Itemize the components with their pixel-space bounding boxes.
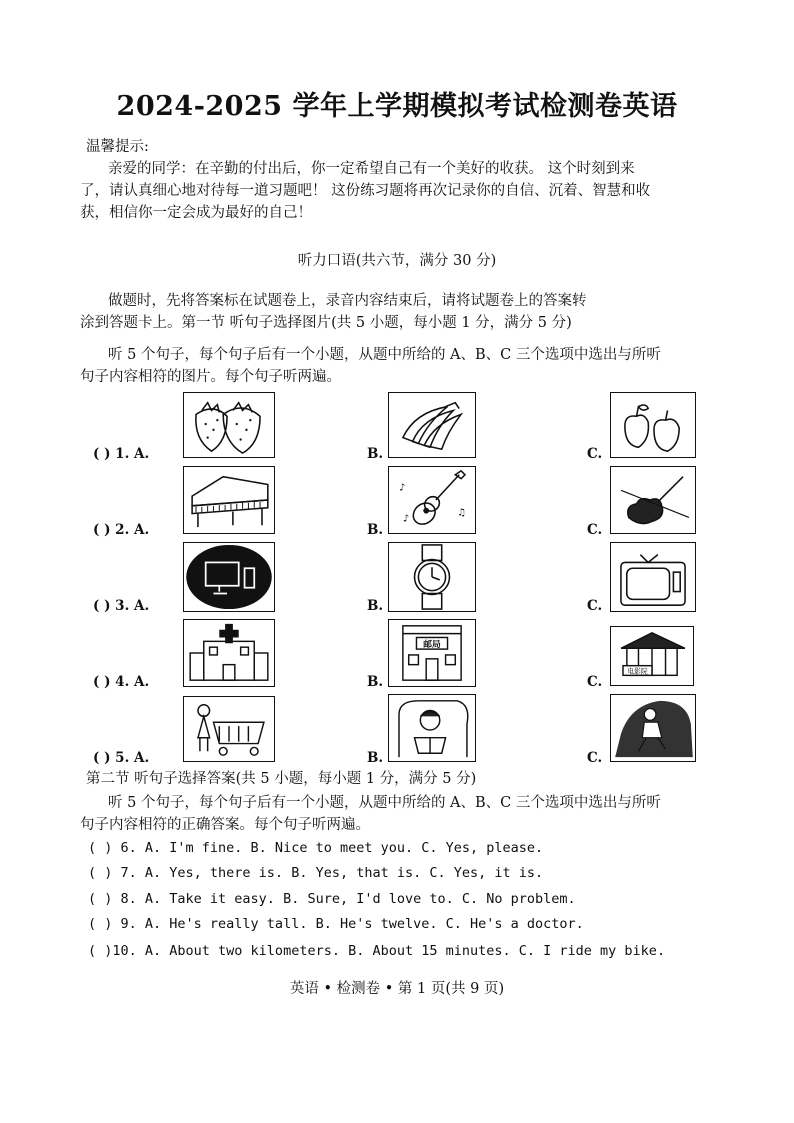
q2-label-c: C. <box>587 522 603 538</box>
tips-line-1: 亲爱的同学：在辛勤的付出后，你一定希望自己有一个美好的收获。 这个时刻到来 <box>108 161 635 177</box>
question-8: ( ) 8. A. Take it easy. B. Sure, I'd love to. C. No problem. <box>88 891 576 907</box>
question-7: ( ) 7. A. Yes, there is. B. Yes, that is. C. Yes, it is. <box>88 865 544 881</box>
cinema-icon[interactable] <box>610 626 694 686</box>
section-heading: 听力口语(共六节，满分 30 分) <box>297 253 497 269</box>
cinema-sign: 电影院 <box>627 667 648 676</box>
q2-label-b: B. <box>367 522 384 538</box>
q3-label-c: C. <box>587 598 603 614</box>
q3-label: ( ) 3. A. <box>93 598 150 614</box>
page-title: 2024-2025 学年上学期模拟考试检测卷英语 <box>116 91 678 122</box>
q3-label-b: B. <box>367 598 384 614</box>
climbing-icon[interactable] <box>610 694 696 762</box>
strawberries-icon[interactable] <box>183 392 275 458</box>
instructions-line-1: 做题时，先将答案标在试题卷上，录音内容结束后，请将试题卷上的答案转 <box>108 293 587 309</box>
q1-label-c: C. <box>587 446 603 462</box>
page-footer: 英语 • 检测卷 • 第 1 页(共 9 页) <box>289 981 505 997</box>
svg-text:♫: ♫ <box>457 507 466 519</box>
watch-icon[interactable] <box>388 542 476 612</box>
tips-line-3: 获，相信你一定会成为最好的自己！ <box>80 205 312 221</box>
post-office-icon[interactable] <box>388 619 476 687</box>
q2-label: ( ) 2. A. <box>93 522 150 538</box>
part2-heading: 第二节 听句子选择答案(共 5 小题，每小题 1 分，满分 5 分) <box>86 771 477 787</box>
tips-heading: 温馨提示: <box>86 139 149 155</box>
computer-icon[interactable] <box>183 542 275 612</box>
shopping-icon[interactable] <box>183 696 275 762</box>
tv-icon[interactable] <box>610 542 696 612</box>
post-office-sign: 邮局 <box>423 640 441 651</box>
q1-label-b: B. <box>367 446 384 462</box>
part1-desc-line-2: 句子内容相符的图片。每个句子听两遍。 <box>80 369 341 385</box>
question-10: ( )10. A. About two kilometers. B. About 15 minutes. C. I ride my bike. <box>88 943 666 959</box>
q5-label: ( ) 5. A. <box>93 750 150 766</box>
q5-label-c: C. <box>587 750 603 766</box>
part2-desc-line-2: 句子内容相符的正确答案。每个句子听两遍。 <box>80 817 370 833</box>
q5-label-b: B. <box>367 750 384 766</box>
piano-icon[interactable] <box>183 466 275 534</box>
q1-label: ( ) 1. A. <box>93 446 150 462</box>
svg-text:♪: ♪ <box>399 482 406 494</box>
q4-label-b: B. <box>367 674 384 690</box>
hospital-icon[interactable] <box>183 619 275 687</box>
bananas-icon[interactable] <box>388 392 476 458</box>
tips-line-2: 了，请认真细心地对待每一道习题吧！ 这份练习题将再次记录你的自信、沉着、智慧和收 <box>80 183 651 199</box>
question-9: ( ) 9. A. He's really tall. B. He's twelve. C. He's a doctor. <box>88 916 584 932</box>
guitar-icon[interactable] <box>388 466 476 534</box>
apples-icon[interactable] <box>610 392 696 458</box>
svg-text:♪: ♪ <box>402 513 410 525</box>
part1-desc-line-1: 听 5 个句子，每个句子后有一个小题，从题中所给的 A、B、C 三个选项中选出与所听 <box>108 347 661 363</box>
reading-icon[interactable] <box>388 694 476 762</box>
question-6: ( ) 6. A. I'm fine. B. Nice to meet you. C. Yes, please. <box>88 840 544 856</box>
q4-label-c: C. <box>587 674 603 690</box>
q4-label: ( ) 4. A. <box>93 674 150 690</box>
violin-icon[interactable] <box>610 466 696 534</box>
part2-desc-line-1: 听 5 个句子，每个句子后有一个小题，从题中所给的 A、B、C 三个选项中选出与所听 <box>108 795 661 811</box>
instructions-line-2: 涂到答题卡上。第一节 听句子选择图片(共 5 小题，每小题 1 分，满分 5 分) <box>80 315 572 331</box>
